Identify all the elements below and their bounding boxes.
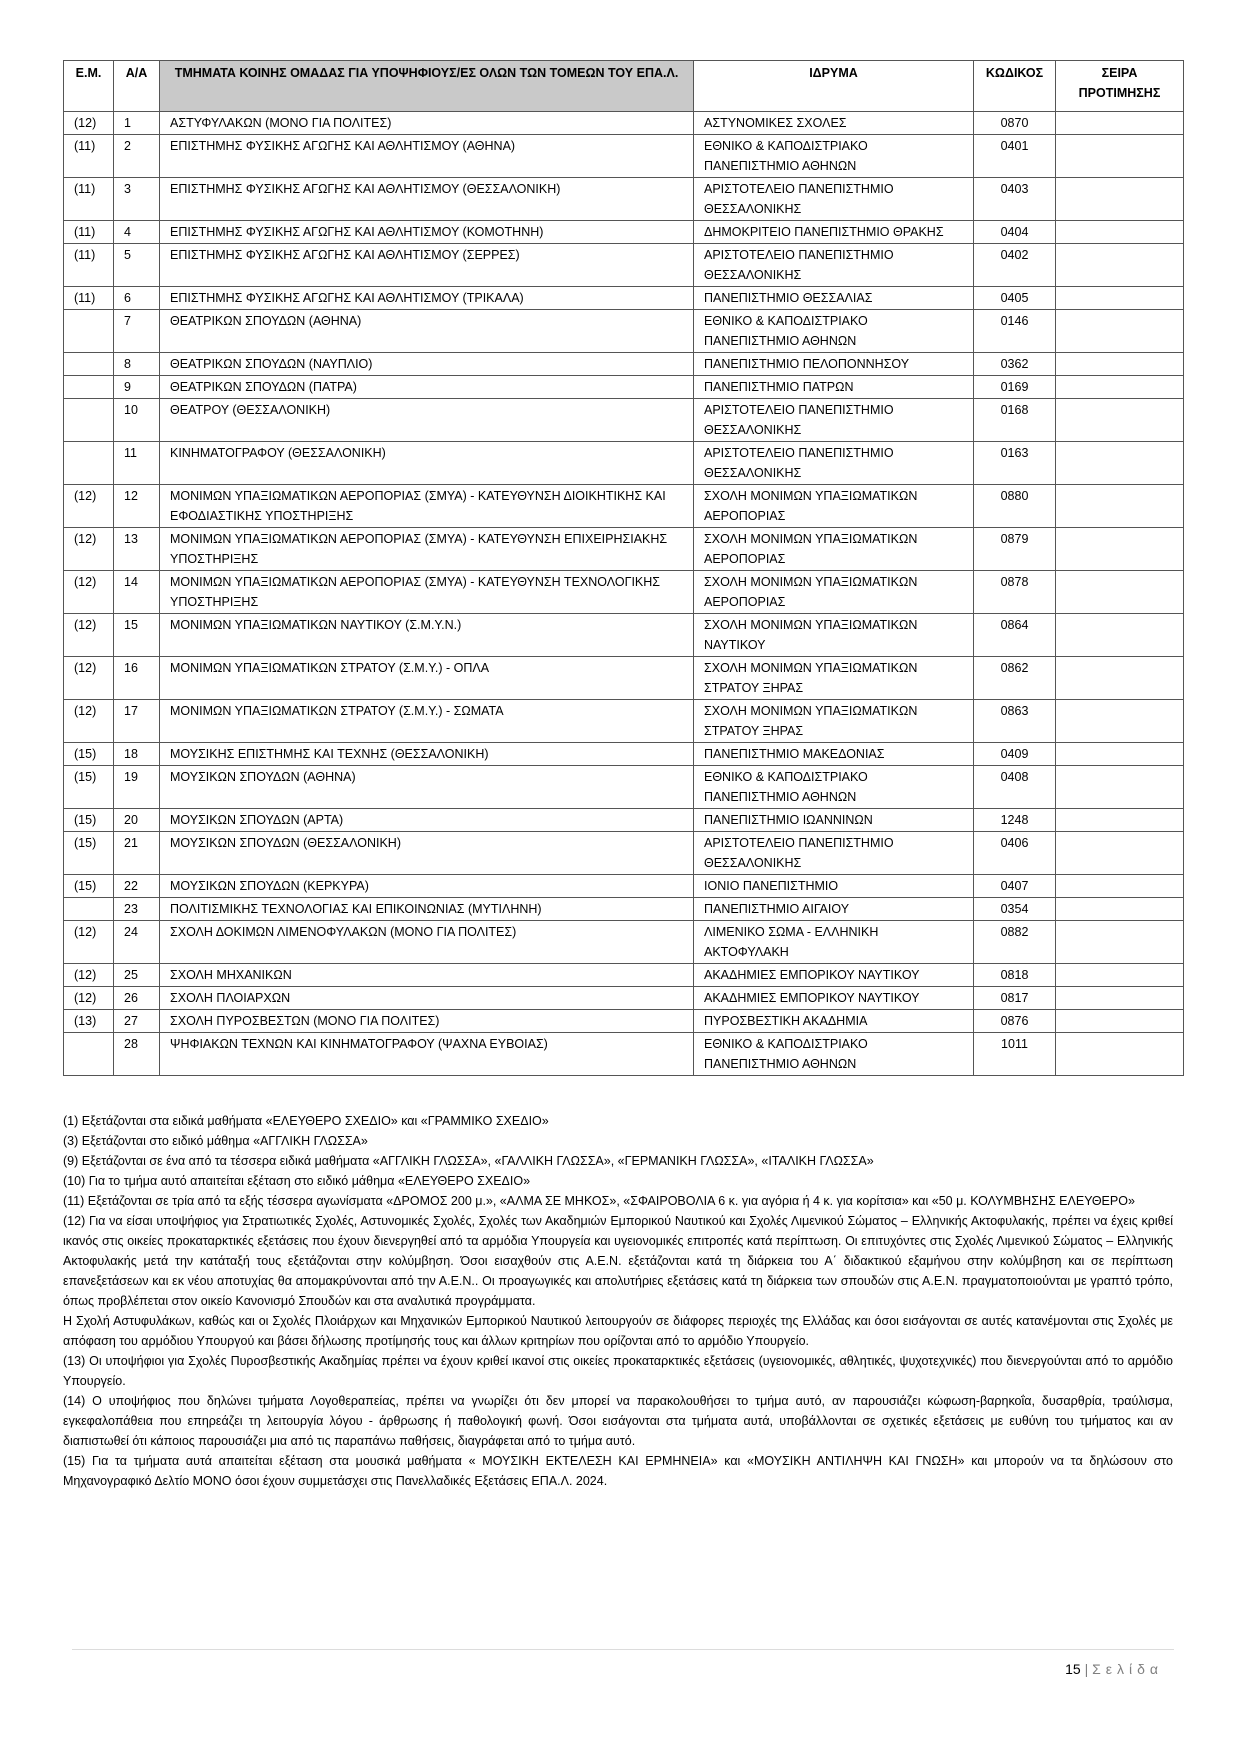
cell-department: ΚΙΝΗΜΑΤΟΓΡΑΦΟΥ (ΘΕΣΣΑΛΟΝΙΚΗ) [160, 442, 694, 485]
cell-em: (12) [64, 571, 114, 614]
cell-department: ΜΟΥΣΙΚΩΝ ΣΠΟΥΔΩΝ (ΑΘΗΝΑ) [160, 766, 694, 809]
cell-aa: 3 [114, 178, 160, 221]
cell-institution: ΑΡΙΣΤΟΤΕΛΕΙΟ ΠΑΝΕΠΙΣΤΗΜΙΟ ΘΕΣΣΑΛΟΝΙΚΗΣ [694, 244, 974, 287]
cell-institution: ΛΙΜΕΝΙΚΟ ΣΩΜΑ - ΕΛΛΗΝΙΚΗ ΑΚΤΟΦΥΛΑΚΗ [694, 921, 974, 964]
table-row [64, 832, 1184, 875]
cell-department: ΑΣΤΥΦΥΛΑΚΩΝ (ΜΟΝΟ ΓΙΑ ΠΟΛΙΤΕΣ) [160, 112, 694, 135]
table-row [64, 898, 1184, 921]
cell-preference[interactable] [1056, 244, 1184, 287]
cell-institution: ΑΚΑΔΗΜΙΕΣ ΕΜΠΟΡΙΚΟΥ ΝΑΥΤΙΚΟΥ [694, 964, 974, 987]
cell-aa: 28 [114, 1033, 160, 1076]
cell-code: 0401 [974, 135, 1056, 178]
cell-institution: ΣΧΟΛΗ ΜΟΝΙΜΩΝ ΥΠΑΞΙΩΜΑΤΙΚΩΝ ΣΤΡΑΤΟΥ ΞΗΡΑΣ [694, 657, 974, 700]
footnote: (9) Εξετάζονται σε ένα από τα τέσσερα ειδικά μαθήματα «ΑΓΓΛΙΚΗ ΓΛΩΣΣΑ», «ΓΑΛΛΙΚΗ ΓΛΩΣΣΑ», «ΓΕΡΜΑΝΙΚΗ ΓΛΩΣΣΑ», «ΙΤΑΛΙΚΗ ΓΛΩΣΣΑ» [63, 1154, 874, 1168]
cell-preference[interactable] [1056, 399, 1184, 442]
table-body [64, 112, 1184, 1076]
footnote: (15) Για τα τμήματα αυτά απαιτείται εξέταση στα μουσικά μαθήματα « ΜΟΥΣΙΚΗ ΕΚΤΕΛΕΣΗ ΚΑΙ ΕΡΜΗΝΕΙΑ» και «ΜΟΥΣΙΚΗ ΑΝΤΙΛΗΨΗ ΚΑΙ ΓΝΩΣΗ» και μπορούν να τα δηλώσουν στο Μηχανογραφικό Δελτίο ΜΟΝΟ όσοι έχουν συμμετάσχει στις Πανελλαδικές Εξετάσεις ΕΠΑ.Λ. 2024. [63, 1454, 1173, 1488]
cell-code: 0870 [974, 112, 1056, 135]
cell-em: (13) [64, 1010, 114, 1033]
cell-em: (11) [64, 221, 114, 244]
page-footer [1065, 1660, 1163, 1678]
footer-separator: | [1084, 1661, 1089, 1677]
cell-department: ΜΟΝΙΜΩΝ ΥΠΑΞΙΩΜΑΤΙΚΩΝ ΣΤΡΑΤΟΥ (Σ.Μ.Υ.) - ΟΠΛΑ [160, 657, 694, 700]
footnote: (3) Εξετάζονται στο ειδικό μάθημα «ΑΓΓΛΙΚΗ ΓΛΩΣΣΑ» [63, 1134, 368, 1148]
cell-department: ΜΟΝΙΜΩΝ ΥΠΑΞΙΩΜΑΤΙΚΩΝ ΑΕΡΟΠΟΡΙΑΣ (ΣΜΥΑ) - ΚΑΤΕΥΘΥΝΣΗ ΕΠΙΧΕΙΡΗΣΙΑΚΗΣ ΥΠΟΣΤΗΡΙΞΗΣ [160, 528, 694, 571]
cell-institution: ΠΑΝΕΠΙΣΤΗΜΙΟ ΑΙΓΑΙΟΥ [694, 898, 974, 921]
cell-department: ΣΧΟΛΗ ΠΥΡΟΣΒΕΣΤΩΝ (ΜΟΝΟ ΓΙΑ ΠΟΛΙΤΕΣ) [160, 1010, 694, 1033]
cell-institution: ΣΧΟΛΗ ΜΟΝΙΜΩΝ ΥΠΑΞΙΩΜΑΤΙΚΩΝ ΑΕΡΟΠΟΡΙΑΣ [694, 485, 974, 528]
table-row [64, 442, 1184, 485]
cell-department: ΜΟΝΙΜΩΝ ΥΠΑΞΙΩΜΑΤΙΚΩΝ ΑΕΡΟΠΟΡΙΑΣ (ΣΜΥΑ) - ΚΑΤΕΥΘΥΝΣΗ ΤΕΧΝΟΛΟΓΙΚΗΣ ΥΠΟΣΤΗΡΙΞΗΣ [160, 571, 694, 614]
cell-code: 1248 [974, 809, 1056, 832]
cell-institution: ΠΑΝΕΠΙΣΤΗΜΙΟ ΜΑΚΕΔΟΝΙΑΣ [694, 743, 974, 766]
cell-code: 0404 [974, 221, 1056, 244]
cell-code: 0163 [974, 442, 1056, 485]
table-row [64, 221, 1184, 244]
cell-preference[interactable] [1056, 614, 1184, 657]
cell-aa: 17 [114, 700, 160, 743]
cell-aa: 12 [114, 485, 160, 528]
cell-code: 0407 [974, 875, 1056, 898]
cell-institution: ΣΧΟΛΗ ΜΟΝΙΜΩΝ ΥΠΑΞΙΩΜΑΤΙΚΩΝ ΑΕΡΟΠΟΡΙΑΣ [694, 528, 974, 571]
footnotes [63, 1111, 1173, 1491]
cell-code: 0406 [974, 832, 1056, 875]
header-em: Ε.Μ. [64, 61, 114, 112]
cell-em: (15) [64, 743, 114, 766]
cell-institution: ΑΡΙΣΤΟΤΕΛΕΙΟ ΠΑΝΕΠΙΣΤΗΜΙΟ ΘΕΣΣΑΛΟΝΙΚΗΣ [694, 832, 974, 875]
cell-preference[interactable] [1056, 376, 1184, 399]
cell-preference[interactable] [1056, 700, 1184, 743]
cell-department: ΘΕΑΤΡΟΥ (ΘΕΣΣΑΛΟΝΙΚΗ) [160, 399, 694, 442]
cell-institution: ΑΡΙΣΤΟΤΕΛΕΙΟ ΠΑΝΕΠΙΣΤΗΜΙΟ ΘΕΣΣΑΛΟΝΙΚΗΣ [694, 442, 974, 485]
cell-department: ΘΕΑΤΡΙΚΩΝ ΣΠΟΥΔΩΝ (ΝΑΥΠΛΙΟ) [160, 353, 694, 376]
cell-aa: 21 [114, 832, 160, 875]
cell-code: 0818 [974, 964, 1056, 987]
cell-aa: 27 [114, 1010, 160, 1033]
cell-em [64, 898, 114, 921]
table-row [64, 987, 1184, 1010]
cell-aa: 2 [114, 135, 160, 178]
cell-department: ΠΟΛΙΤΙΣΜΙΚΗΣ ΤΕΧΝΟΛΟΓΙΑΣ ΚΑΙ ΕΠΙΚΟΙΝΩΝΙΑΣ (ΜΥΤΙΛΗΝΗ) [160, 898, 694, 921]
table-row [64, 287, 1184, 310]
cell-department: ΜΟΥΣΙΚΩΝ ΣΠΟΥΔΩΝ (ΘΕΣΣΑΛΟΝΙΚΗ) [160, 832, 694, 875]
cell-aa: 6 [114, 287, 160, 310]
table-row [64, 528, 1184, 571]
cell-department: ΕΠΙΣΤΗΜΗΣ ΦΥΣΙΚΗΣ ΑΓΩΓΗΣ ΚΑΙ ΑΘΛΗΤΙΣΜΟΥ (ΚΟΜΟΤΗΝΗ) [160, 221, 694, 244]
cell-aa: 25 [114, 964, 160, 987]
cell-em [64, 442, 114, 485]
cell-preference[interactable] [1056, 112, 1184, 135]
cell-institution: ΕΘΝΙΚΟ & ΚΑΠΟΔΙΣΤΡΙΑΚΟ ΠΑΝΕΠΙΣΤΗΜΙΟ ΑΘΗΝΩΝ [694, 766, 974, 809]
cell-aa: 5 [114, 244, 160, 287]
table-row [64, 921, 1184, 964]
cell-em: (12) [64, 964, 114, 987]
table-row [64, 353, 1184, 376]
cell-institution: ΕΘΝΙΚΟ & ΚΑΠΟΔΙΣΤΡΙΑΚΟ ΠΑΝΕΠΙΣΤΗΜΙΟ ΑΘΗΝΩΝ [694, 135, 974, 178]
header-preference: ΣΕΙΡΑ ΠΡΟΤΙΜΗΣΗΣ [1056, 61, 1184, 112]
cell-preference[interactable] [1056, 485, 1184, 528]
cell-department: ΘΕΑΤΡΙΚΩΝ ΣΠΟΥΔΩΝ (ΠΑΤΡΑ) [160, 376, 694, 399]
cell-preference[interactable] [1056, 743, 1184, 766]
cell-code: 0402 [974, 244, 1056, 287]
cell-institution: ΠΑΝΕΠΙΣΤΗΜΙΟ ΠΕΛΟΠΟΝΝΗΣΟΥ [694, 353, 974, 376]
cell-department: ΕΠΙΣΤΗΜΗΣ ΦΥΣΙΚΗΣ ΑΓΩΓΗΣ ΚΑΙ ΑΘΛΗΤΙΣΜΟΥ (ΤΡΙΚΑΛΑ) [160, 287, 694, 310]
cell-department: ΜΟΥΣΙΚΩΝ ΣΠΟΥΔΩΝ (ΑΡΤΑ) [160, 809, 694, 832]
cell-preference[interactable] [1056, 442, 1184, 485]
footnote: (1) Εξετάζονται στα ειδικά μαθήματα «ΕΛΕΥΘΕΡΟ ΣΧΕΔΙΟ» και «ΓΡΑΜΜΙΚΟ ΣΧΕΔΙΟ» [63, 1114, 549, 1128]
cell-aa: 23 [114, 898, 160, 921]
cell-department: ΜΟΥΣΙΚΩΝ ΣΠΟΥΔΩΝ (ΚΕΡΚΥΡΑ) [160, 875, 694, 898]
cell-code: 0880 [974, 485, 1056, 528]
cell-department: ΜΟΝΙΜΩΝ ΥΠΑΞΙΩΜΑΤΙΚΩΝ ΑΕΡΟΠΟΡΙΑΣ (ΣΜΥΑ) - ΚΑΤΕΥΘΥΝΣΗ ΔΙΟΙΚΗΤΙΚΗΣ ΚΑΙ ΕΦΟΔΙΑΣΤΙΚΗΣ ΥΠΟΣΤΗΡΙΞΗΣ [160, 485, 694, 528]
cell-em [64, 310, 114, 353]
cell-department: ΣΧΟΛΗ ΜΗΧΑΝΙΚΩΝ [160, 964, 694, 987]
cell-institution: ΣΧΟΛΗ ΜΟΝΙΜΩΝ ΥΠΑΞΙΩΜΑΤΙΚΩΝ ΝΑΥΤΙΚΟΥ [694, 614, 974, 657]
page-number: 15 [1065, 1661, 1081, 1677]
cell-em: (12) [64, 700, 114, 743]
cell-institution: ΠΥΡΟΣΒΕΣΤΙΚΗ ΑΚΑΔΗΜΙΑ [694, 1010, 974, 1033]
cell-institution: ΕΘΝΙΚΟ & ΚΑΠΟΔΙΣΤΡΙΑΚΟ ΠΑΝΕΠΙΣΤΗΜΙΟ ΑΘΗΝΩΝ [694, 310, 974, 353]
cell-department: ΜΟΝΙΜΩΝ ΥΠΑΞΙΩΜΑΤΙΚΩΝ ΝΑΥΤΙΚΟΥ (Σ.Μ.Υ.Ν.) [160, 614, 694, 657]
cell-preference[interactable] [1056, 571, 1184, 614]
cell-code: 1011 [974, 1033, 1056, 1076]
cell-preference[interactable] [1056, 987, 1184, 1010]
departments-table [63, 60, 1184, 1076]
cell-em: (12) [64, 528, 114, 571]
cell-department: ΕΠΙΣΤΗΜΗΣ ΦΥΣΙΚΗΣ ΑΓΩΓΗΣ ΚΑΙ ΑΘΛΗΤΙΣΜΟΥ (ΑΘΗΝΑ) [160, 135, 694, 178]
cell-aa: 1 [114, 112, 160, 135]
cell-em: (12) [64, 485, 114, 528]
footer-divider [72, 1649, 1174, 1650]
page-word: Σελίδα [1092, 1661, 1163, 1677]
cell-code: 0405 [974, 287, 1056, 310]
cell-preference[interactable] [1056, 1033, 1184, 1076]
header-aa: Α/Α [114, 61, 160, 112]
table-row [64, 743, 1184, 766]
cell-preference[interactable] [1056, 310, 1184, 353]
cell-aa: 8 [114, 353, 160, 376]
cell-em [64, 399, 114, 442]
cell-code: 0863 [974, 700, 1056, 743]
cell-aa: 26 [114, 987, 160, 1010]
table-row [64, 399, 1184, 442]
cell-code: 0864 [974, 614, 1056, 657]
cell-department: ΣΧΟΛΗ ΔΟΚΙΜΩΝ ΛΙΜΕΝΟΦΥΛΑΚΩΝ (ΜΟΝΟ ΓΙΑ ΠΟΛΙΤΕΣ) [160, 921, 694, 964]
cell-em: (15) [64, 809, 114, 832]
cell-em: (12) [64, 921, 114, 964]
table-row [64, 571, 1184, 614]
cell-code: 0878 [974, 571, 1056, 614]
table-row [64, 964, 1184, 987]
cell-em: (11) [64, 244, 114, 287]
table-row [64, 657, 1184, 700]
cell-em: (11) [64, 135, 114, 178]
cell-aa: 7 [114, 310, 160, 353]
cell-code: 0354 [974, 898, 1056, 921]
cell-aa: 18 [114, 743, 160, 766]
cell-department: ΕΠΙΣΤΗΜΗΣ ΦΥΣΙΚΗΣ ΑΓΩΓΗΣ ΚΑΙ ΑΘΛΗΤΙΣΜΟΥ (ΘΕΣΣΑΛΟΝΙΚΗ) [160, 178, 694, 221]
cell-department: ΣΧΟΛΗ ΠΛΟΙΑΡΧΩΝ [160, 987, 694, 1010]
table-row [64, 766, 1184, 809]
cell-aa: 9 [114, 376, 160, 399]
cell-preference[interactable] [1056, 528, 1184, 571]
cell-code: 0409 [974, 743, 1056, 766]
cell-preference[interactable] [1056, 657, 1184, 700]
cell-aa: 4 [114, 221, 160, 244]
header-code: ΚΩΔΙΚΟΣ [974, 61, 1056, 112]
cell-preference[interactable] [1056, 135, 1184, 178]
table-row [64, 485, 1184, 528]
cell-preference[interactable] [1056, 964, 1184, 987]
cell-preference[interactable] [1056, 353, 1184, 376]
cell-code: 0882 [974, 921, 1056, 964]
cell-institution: ΕΘΝΙΚΟ & ΚΑΠΟΔΙΣΤΡΙΑΚΟ ΠΑΝΕΠΙΣΤΗΜΙΟ ΑΘΗΝΩΝ [694, 1033, 974, 1076]
header-department: ΤΜΗΜΑΤΑ ΚΟΙΝΗΣ ΟΜΑΔΑΣ ΓΙΑ ΥΠΟΨΗΦΙΟΥΣ/ΕΣ ΟΛΩΝ ΤΩΝ ΤΟΜΕΩΝ ΤΟΥ ΕΠΑ.Λ. [160, 61, 694, 112]
footnote: (14) Ο υποψήφιος που δηλώνει τμήματα Λογοθεραπείας, πρέπει να γνωρίζει ότι δεν μπορεί να παρακολουθήσει το τμήμα αυτό, αν παρουσιάζει κώφωση-βαρηκοΐα, δυσαρθρία, τραύλισμα, εγκεφαλοπάθεια που επηρεάζει τη λειτουργία λόγου - άρθρωσης ή παθολογική φωνή. Όσοι εισάγονται στα τμήματα αυτά, υποβάλλονται σε σχετικές εξετάσεις με ευθύνη του τμήματος και αν διαπιστωθεί ότι κάποιος παρουσιάζει μια από τις παραπάνω παθήσεις, διαγράφεται από το τμήμα αυτό. [63, 1394, 1173, 1448]
table-row [64, 112, 1184, 135]
cell-preference[interactable] [1056, 898, 1184, 921]
cell-institution: ΠΑΝΕΠΙΣΤΗΜΙΟ ΠΑΤΡΩΝ [694, 376, 974, 399]
cell-department: ΨΗΦΙΑΚΩΝ ΤΕΧΝΩΝ ΚΑΙ ΚΙΝΗΜΑΤΟΓΡΑΦΟΥ (ΨΑΧΝΑ ΕΥΒΟΙΑΣ) [160, 1033, 694, 1076]
cell-preference[interactable] [1056, 766, 1184, 809]
cell-institution: ΠΑΝΕΠΙΣΤΗΜΙΟ ΙΩΑΝΝΙΝΩΝ [694, 809, 974, 832]
cell-department: ΘΕΑΤΡΙΚΩΝ ΣΠΟΥΔΩΝ (ΑΘΗΝΑ) [160, 310, 694, 353]
cell-em: (11) [64, 178, 114, 221]
cell-aa: 22 [114, 875, 160, 898]
table-row [64, 244, 1184, 287]
cell-institution: ΣΧΟΛΗ ΜΟΝΙΜΩΝ ΥΠΑΞΙΩΜΑΤΙΚΩΝ ΣΤΡΑΤΟΥ ΞΗΡΑΣ [694, 700, 974, 743]
table-row [64, 875, 1184, 898]
cell-institution: ΑΣΤΥΝΟΜΙΚΕΣ ΣΧΟΛΕΣ [694, 112, 974, 135]
table-row [64, 376, 1184, 399]
footnote: (10) Για το τμήμα αυτό απαιτείται εξέταση στο ειδικό μάθημα «ΕΛΕΥΘΕΡΟ ΣΧΕΔΙΟ» [63, 1174, 531, 1188]
cell-aa: 16 [114, 657, 160, 700]
cell-institution: ΙΟΝΙΟ ΠΑΝΕΠΙΣΤΗΜΙΟ [694, 875, 974, 898]
cell-institution: ΑΚΑΔΗΜΙΕΣ ΕΜΠΟΡΙΚΟΥ ΝΑΥΤΙΚΟΥ [694, 987, 974, 1010]
cell-preference[interactable] [1056, 1010, 1184, 1033]
cell-aa: 10 [114, 399, 160, 442]
cell-em: (12) [64, 657, 114, 700]
cell-aa: 20 [114, 809, 160, 832]
table-row [64, 135, 1184, 178]
table-row [64, 178, 1184, 221]
cell-aa: 14 [114, 571, 160, 614]
cell-aa: 15 [114, 614, 160, 657]
cell-code: 0879 [974, 528, 1056, 571]
cell-code: 0169 [974, 376, 1056, 399]
footnote: (13) Οι υποψήφιοι για Σχολές Πυροσβεστικής Ακαδημίας πρέπει να έχουν κριθεί ικανοί στις οικείες προκαταρκτικές εξετάσεις (υγειονομικές, αθλητικές, ψυχοτεχνικές) που διενεργούνται από το αρμόδιο Υπουργείο. [63, 1354, 1173, 1388]
cell-em: (15) [64, 832, 114, 875]
table-row [64, 1033, 1184, 1076]
cell-code: 0146 [974, 310, 1056, 353]
table-row [64, 614, 1184, 657]
cell-institution: ΑΡΙΣΤΟΤΕΛΕΙΟ ΠΑΝΕΠΙΣΤΗΜΙΟ ΘΕΣΣΑΛΟΝΙΚΗΣ [694, 399, 974, 442]
table-row [64, 809, 1184, 832]
footnote: (11) Εξετάζονται σε τρία από τα εξής τέσσερα αγωνίσματα «ΔΡΟΜΟΣ 200 μ.», «ΑΛΜΑ ΣΕ ΜΗΚΟΣ», «ΣΦΑΙΡΟΒΟΛΙΑ 6 κ. για αγόρια ή 4 κ. για κορίτσια» και «50 μ. ΚΟΛΥΜΒΗΣΗΣ ΕΛΕΥΘΕΡΟ» [63, 1194, 1135, 1208]
cell-em [64, 1033, 114, 1076]
footnote: (12) Για να είσαι υποψήφιος για Στρατιωτικές Σχολές, Αστυνομικές Σχολές, Σχολές των Ακαδημιών Εμπορικού Ναυτικού και Σχολές Λιμενικού Σώματος – Ελληνικής Ακτοφυλακής, πρέπει να έχεις κριθεί ικανός στις οικείες προκαταρκτικές εξετάσεις που έχουν διενεργηθεί από τα αρμόδια Υπουργεία και υγειονομικές επιτροπές κατά περίπτωση. Οι επιτυχόντες στις Σχολές Λιμενικού Σώματος – Ελληνικής Ακτοφυλακής μετά την κατάταξή τους εξετάζονται στην κολύμβηση. Όσοι εισαχθούν στις Α.Ε.Ν. εξετάζονται κατά τη διάρκεια του Α΄ διδακτικού εξαμήνου στην κολύμβηση και σε περίπτωση επανεξετάσεων και εκ νέου αποτυχίας θα απομακρύνονται από την Α.Ε.Ν.. Οι προαγωγικές και απολυτήριες εξετάσεις κατά τη διάρκεια των σπουδών στις Α.Ε.Ν. πραγματοποιούνται με γραπτό τρόπο, όπως προβλέπεται στον οικείο Κανονισμό Σπουδών και στα αναλυτικά προγράμματα. [63, 1214, 1173, 1308]
cell-em: (12) [64, 987, 114, 1010]
cell-department: ΜΟΥΣΙΚΗΣ ΕΠΙΣΤΗΜΗΣ ΚΑΙ ΤΕΧΝΗΣ (ΘΕΣΣΑΛΟΝΙΚΗ) [160, 743, 694, 766]
cell-code: 0408 [974, 766, 1056, 809]
cell-institution: ΔΗΜΟΚΡΙΤΕΙΟ ΠΑΝΕΠΙΣΤΗΜΙΟ ΘΡΑΚΗΣ [694, 221, 974, 244]
cell-preference[interactable] [1056, 178, 1184, 221]
cell-institution: ΑΡΙΣΤΟΤΕΛΕΙΟ ΠΑΝΕΠΙΣΤΗΜΙΟ ΘΕΣΣΑΛΟΝΙΚΗΣ [694, 178, 974, 221]
cell-institution: ΠΑΝΕΠΙΣΤΗΜΙΟ ΘΕΣΣΑΛΙΑΣ [694, 287, 974, 310]
cell-em [64, 376, 114, 399]
cell-aa: 24 [114, 921, 160, 964]
cell-em: (12) [64, 614, 114, 657]
cell-em: (15) [64, 766, 114, 809]
table-row [64, 310, 1184, 353]
cell-preference[interactable] [1056, 921, 1184, 964]
cell-aa: 11 [114, 442, 160, 485]
cell-em: (15) [64, 875, 114, 898]
cell-preference[interactable] [1056, 875, 1184, 898]
cell-code: 0862 [974, 657, 1056, 700]
footnote: Η Σχολή Αστυφυλάκων, καθώς και οι Σχολές Πλοιάρχων και Μηχανικών Εμπορικού Ναυτικού λειτουργούν σε διάφορες περιοχές της Ελλάδας και όσοι εισάγονται σε αυτές κατανέμονται στις Σχολές με απόφαση του αρμόδιου Υπουργού και βάσει δήλωσης προτίμησής τους και άλλων κριτηρίων που ορίζονται από το αρμόδιο Υπουργείο. [63, 1314, 1173, 1348]
table-row [64, 700, 1184, 743]
cell-code: 0403 [974, 178, 1056, 221]
cell-aa: 19 [114, 766, 160, 809]
cell-department: ΜΟΝΙΜΩΝ ΥΠΑΞΙΩΜΑΤΙΚΩΝ ΣΤΡΑΤΟΥ (Σ.Μ.Υ.) - ΣΩΜΑΤΑ [160, 700, 694, 743]
cell-code: 0362 [974, 353, 1056, 376]
cell-code: 0168 [974, 399, 1056, 442]
cell-preference[interactable] [1056, 221, 1184, 244]
cell-preference[interactable] [1056, 287, 1184, 310]
cell-code: 0876 [974, 1010, 1056, 1033]
table-row [64, 1010, 1184, 1033]
cell-em: (12) [64, 112, 114, 135]
cell-preference[interactable] [1056, 809, 1184, 832]
cell-em: (11) [64, 287, 114, 310]
table-header-row [64, 61, 1184, 112]
cell-aa: 13 [114, 528, 160, 571]
header-institution: ΙΔΡΥΜΑ [694, 61, 974, 112]
cell-department: ΕΠΙΣΤΗΜΗΣ ΦΥΣΙΚΗΣ ΑΓΩΓΗΣ ΚΑΙ ΑΘΛΗΤΙΣΜΟΥ (ΣΕΡΡΕΣ) [160, 244, 694, 287]
cell-preference[interactable] [1056, 832, 1184, 875]
cell-institution: ΣΧΟΛΗ ΜΟΝΙΜΩΝ ΥΠΑΞΙΩΜΑΤΙΚΩΝ ΑΕΡΟΠΟΡΙΑΣ [694, 571, 974, 614]
cell-em [64, 353, 114, 376]
cell-code: 0817 [974, 987, 1056, 1010]
